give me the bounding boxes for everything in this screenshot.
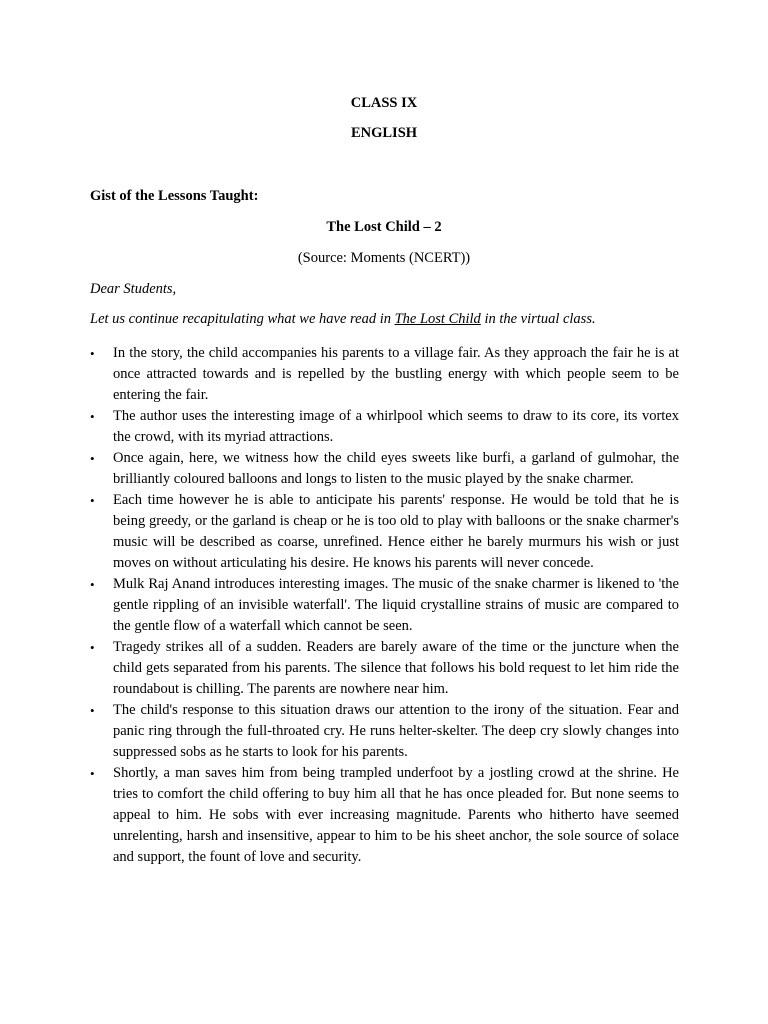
list-item [90, 763, 679, 868]
bullet-text: Each time however he is able to anticipate his parents' response. He would be told that he is being greedy, or the garland is cheap or he is too old to play with balloons or the snake charmer's music will be described as coarse, unrefined. Hence either he barely murmurs his wish or just moves on without articulating his desire. He knows his parents will never concede. [113, 492, 679, 571]
bullet-text: The child's response to this situation draws our attention to the irony of the situation. Fear and panic ring through the full-throated cry. He runs helter-skelter. The deep cry slowly changes into suppressed sobs as he starts to look for his parents. [113, 702, 679, 760]
list-item [90, 574, 679, 637]
list-item [90, 448, 679, 490]
bullet-icon: • [90, 493, 95, 508]
bullet-icon: • [90, 451, 95, 466]
source-line: (Source: Moments (NCERT)) [297, 250, 471, 266]
class-title: CLASS IX [350, 95, 418, 111]
bullet-text: Tragedy strikes all of a sudden. Readers are barely aware of the time or the juncture when the child gets separated from his parents. The silence that follows his bold request to let him ride the roundabout is chilling. The parents are nowhere near him. [113, 639, 679, 697]
list-item [90, 406, 679, 448]
list-item [90, 490, 679, 574]
list-item [90, 700, 679, 763]
list-item [90, 343, 679, 406]
bullet-icon: • [90, 409, 95, 424]
bullet-text: Mulk Raj Anand introduces interesting images. The music of the snake charmer is likened to 'the gentle rippling of an invisible waterfall'. The liquid crystalline strains of music are compared to the gentle flow of a waterfall which cannot be seen. [113, 576, 679, 634]
bullet-text: In the story, the child accompanies his parents to a village fair. As they approach the fair he is at once attracted towards and is repelled by the bustling energy with which people seem to be entering the fair. [113, 345, 679, 403]
intro-text-after: in the virtual class. [480, 311, 596, 327]
list-item [90, 637, 679, 700]
subject-title: ENGLISH [350, 125, 418, 141]
bullet-icon: • [90, 577, 95, 592]
bullet-icon: • [90, 346, 95, 361]
bullet-icon: • [90, 766, 95, 781]
lesson-name-reference: The Lost Child [394, 311, 481, 327]
gist-heading: Gist of the Lessons Taught: [90, 188, 259, 204]
gist-bullet-list [90, 343, 679, 868]
lesson-title: The Lost Child – 2 [326, 219, 442, 235]
bullet-icon: • [90, 640, 95, 655]
greeting: Dear Students, [90, 281, 177, 297]
bullet-icon: • [90, 703, 95, 718]
intro-text-before: Let us continue recapitulating what we have read in [90, 311, 395, 327]
intro-paragraph [90, 310, 596, 328]
bullet-text: The author uses the interesting image of a whirlpool which seems to draw to its core, its vortex the crowd, with its myriad attractions. [113, 408, 679, 445]
bullet-text: Shortly, a man saves him from being trampled underfoot by a jostling crowd at the shrine. He tries to comfort the child offering to buy him all that he has once pleaded for. But none seems to appeal to him. He sobs with ever increasing magnitude. Parents who hitherto have seemed unrelenting, harsh and insensitive, appear to him to be his sheet anchor, the sole source of solace and support, the fount of love and security. [113, 765, 679, 865]
bullet-text: Once again, here, we witness how the child eyes sweets like burfi, a garland of gulmohar, the brilliantly coloured balloons and longs to listen to the music played by the snake charmer. [113, 450, 679, 487]
